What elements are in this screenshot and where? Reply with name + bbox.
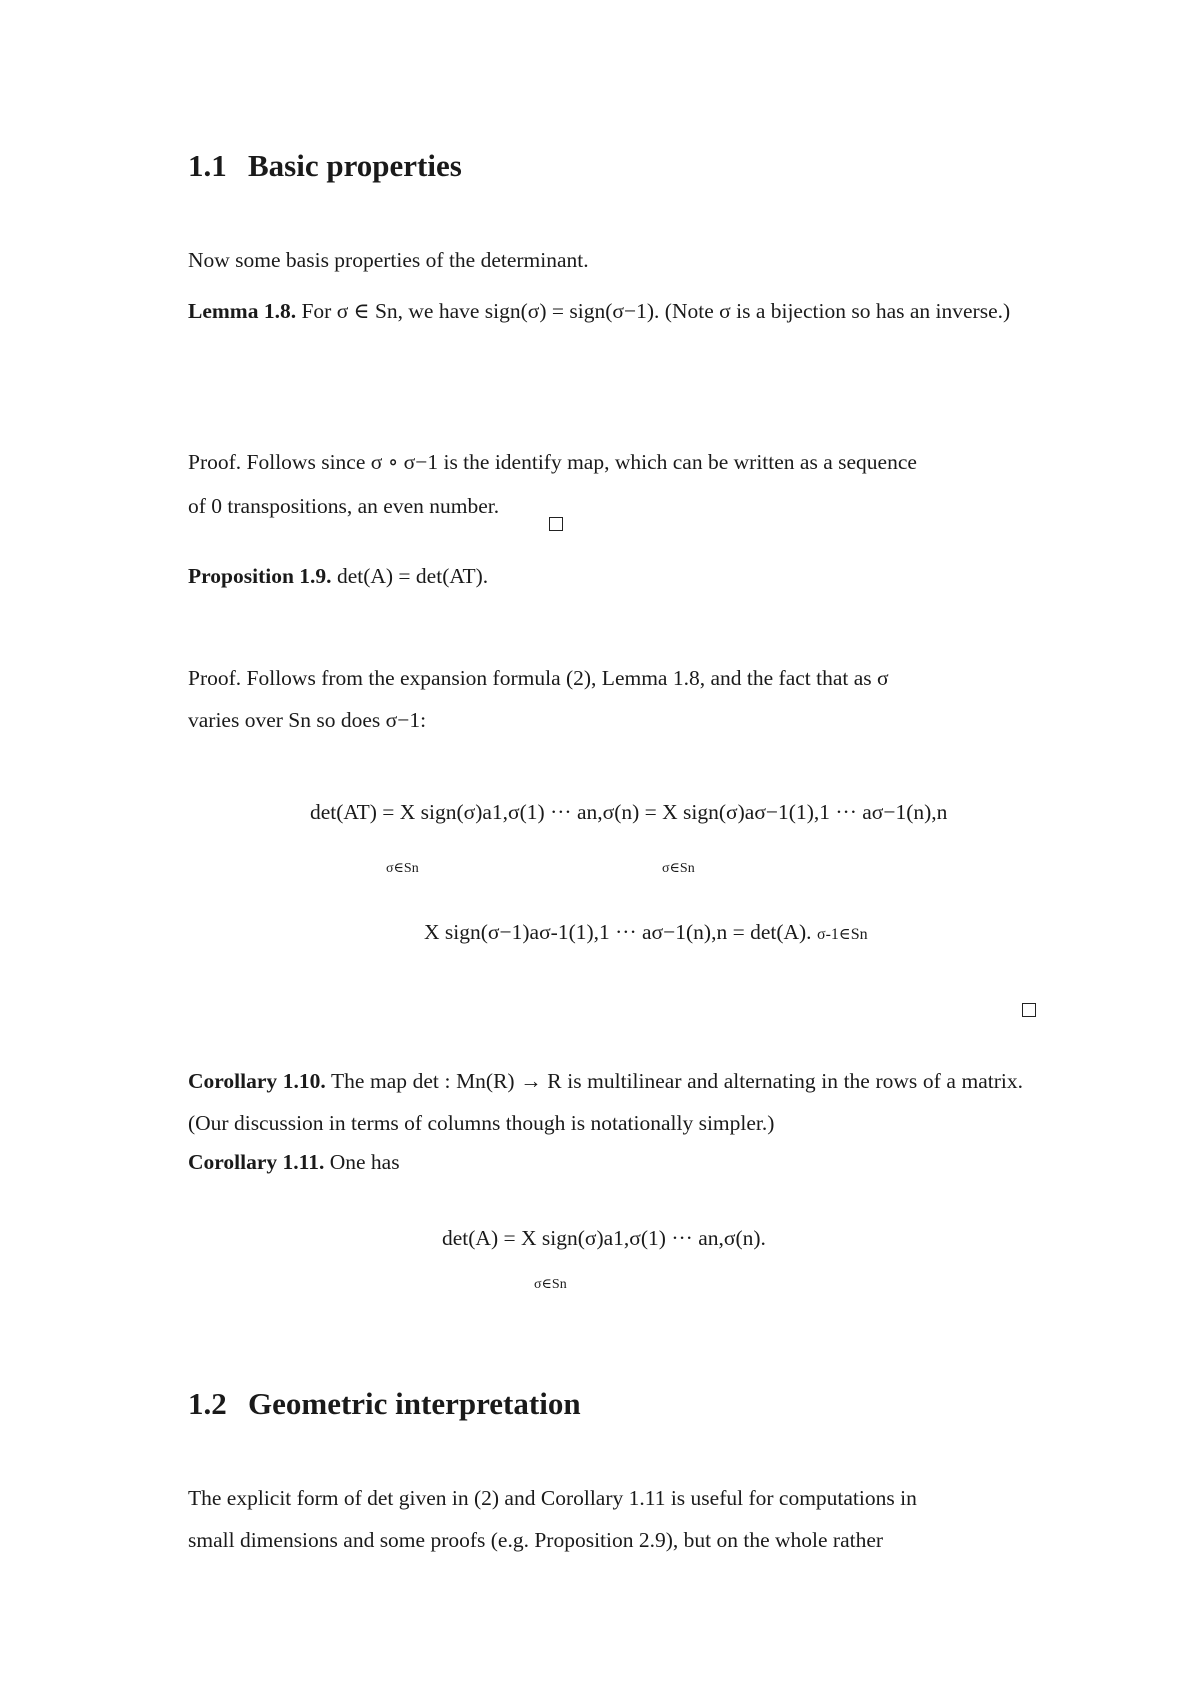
equation-sum-index-b: σ∈Sn [662,861,695,876]
equation-expansion-sum-index: σ∈Sn [534,1277,567,1292]
lemma-label: Lemma 1.8. [188,299,297,323]
final-paragraph-line-1: The explicit form of det given in (2) and Corollary 1.11 is useful for computations in [188,1486,917,1510]
section-heading-1-2: 1.2 Geometric interpretation [188,1386,581,1421]
equation-sum-index-a: σ∈Sn [386,861,419,876]
proof-2-line-2: varies over Sn so does σ−1: [188,708,427,732]
corollary-1-11-text: One has [329,1150,400,1174]
section-heading-1-1: 1.1 Basic properties [188,148,462,183]
equation-determinant-expansion: det(A) = X sign(σ)a1,σ(1) ··· an,σ(n). [442,1226,766,1250]
corollary-1-11-label: Corollary 1.11. [188,1150,325,1174]
corollary-1-10-label: Corollary 1.10. [188,1069,326,1093]
qed-symbol [1022,1003,1036,1017]
corollary-1-11 [188,1150,400,1175]
proof-1-line-2: of 0 transpositions, an even number. [188,494,500,518]
equation-transpose-row-2: X sign(σ−1)aσ-1(1),1 ··· aσ−1(n),n = det(A). σ-1∈Sn [424,920,868,944]
proposition-1-9 [188,564,488,589]
corollary-1-10-text: The map det : Mn(R) → R is multilinear and alternating in the rows of a matrix. (Our discussion in terms of columns though is notationally simpler.) [188,1069,1023,1135]
final-paragraph-line-2: small dimensions and some proofs (e.g. Proposition 2.9), but on the whole rather [188,1528,884,1552]
corollary-1-10 [188,1060,1023,1144]
proposition-text: det(A) = det(AT). [336,564,489,588]
equation-row-2-sum-index: σ-1∈Sn [816,926,868,943]
proof-2-line-1: Proof. Follows from the expansion formula (2), Lemma 1.8, and the fact that as σ [188,666,889,690]
proof-1-line-1: Proof. Follows since σ ∘ σ−1 is the identify map, which can be written as a sequence [188,450,917,474]
lemma-1-8 [188,290,1023,332]
proposition-label: Proposition 1.9. [188,564,332,588]
qed-symbol [549,517,563,531]
intro-paragraph: Now some basis properties of the determinant. [188,248,589,272]
lemma-text: For σ ∈ Sn, we have sign(σ) = sign(σ−1). (Note σ is a bijection so has an inverse.) [301,299,1011,323]
equation-transpose-row-1: det(AT) = X sign(σ)a1,σ(1) ··· an,σ(n) = X sign(σ)aσ−1(1),1 ··· aσ−1(n),n [310,800,948,824]
